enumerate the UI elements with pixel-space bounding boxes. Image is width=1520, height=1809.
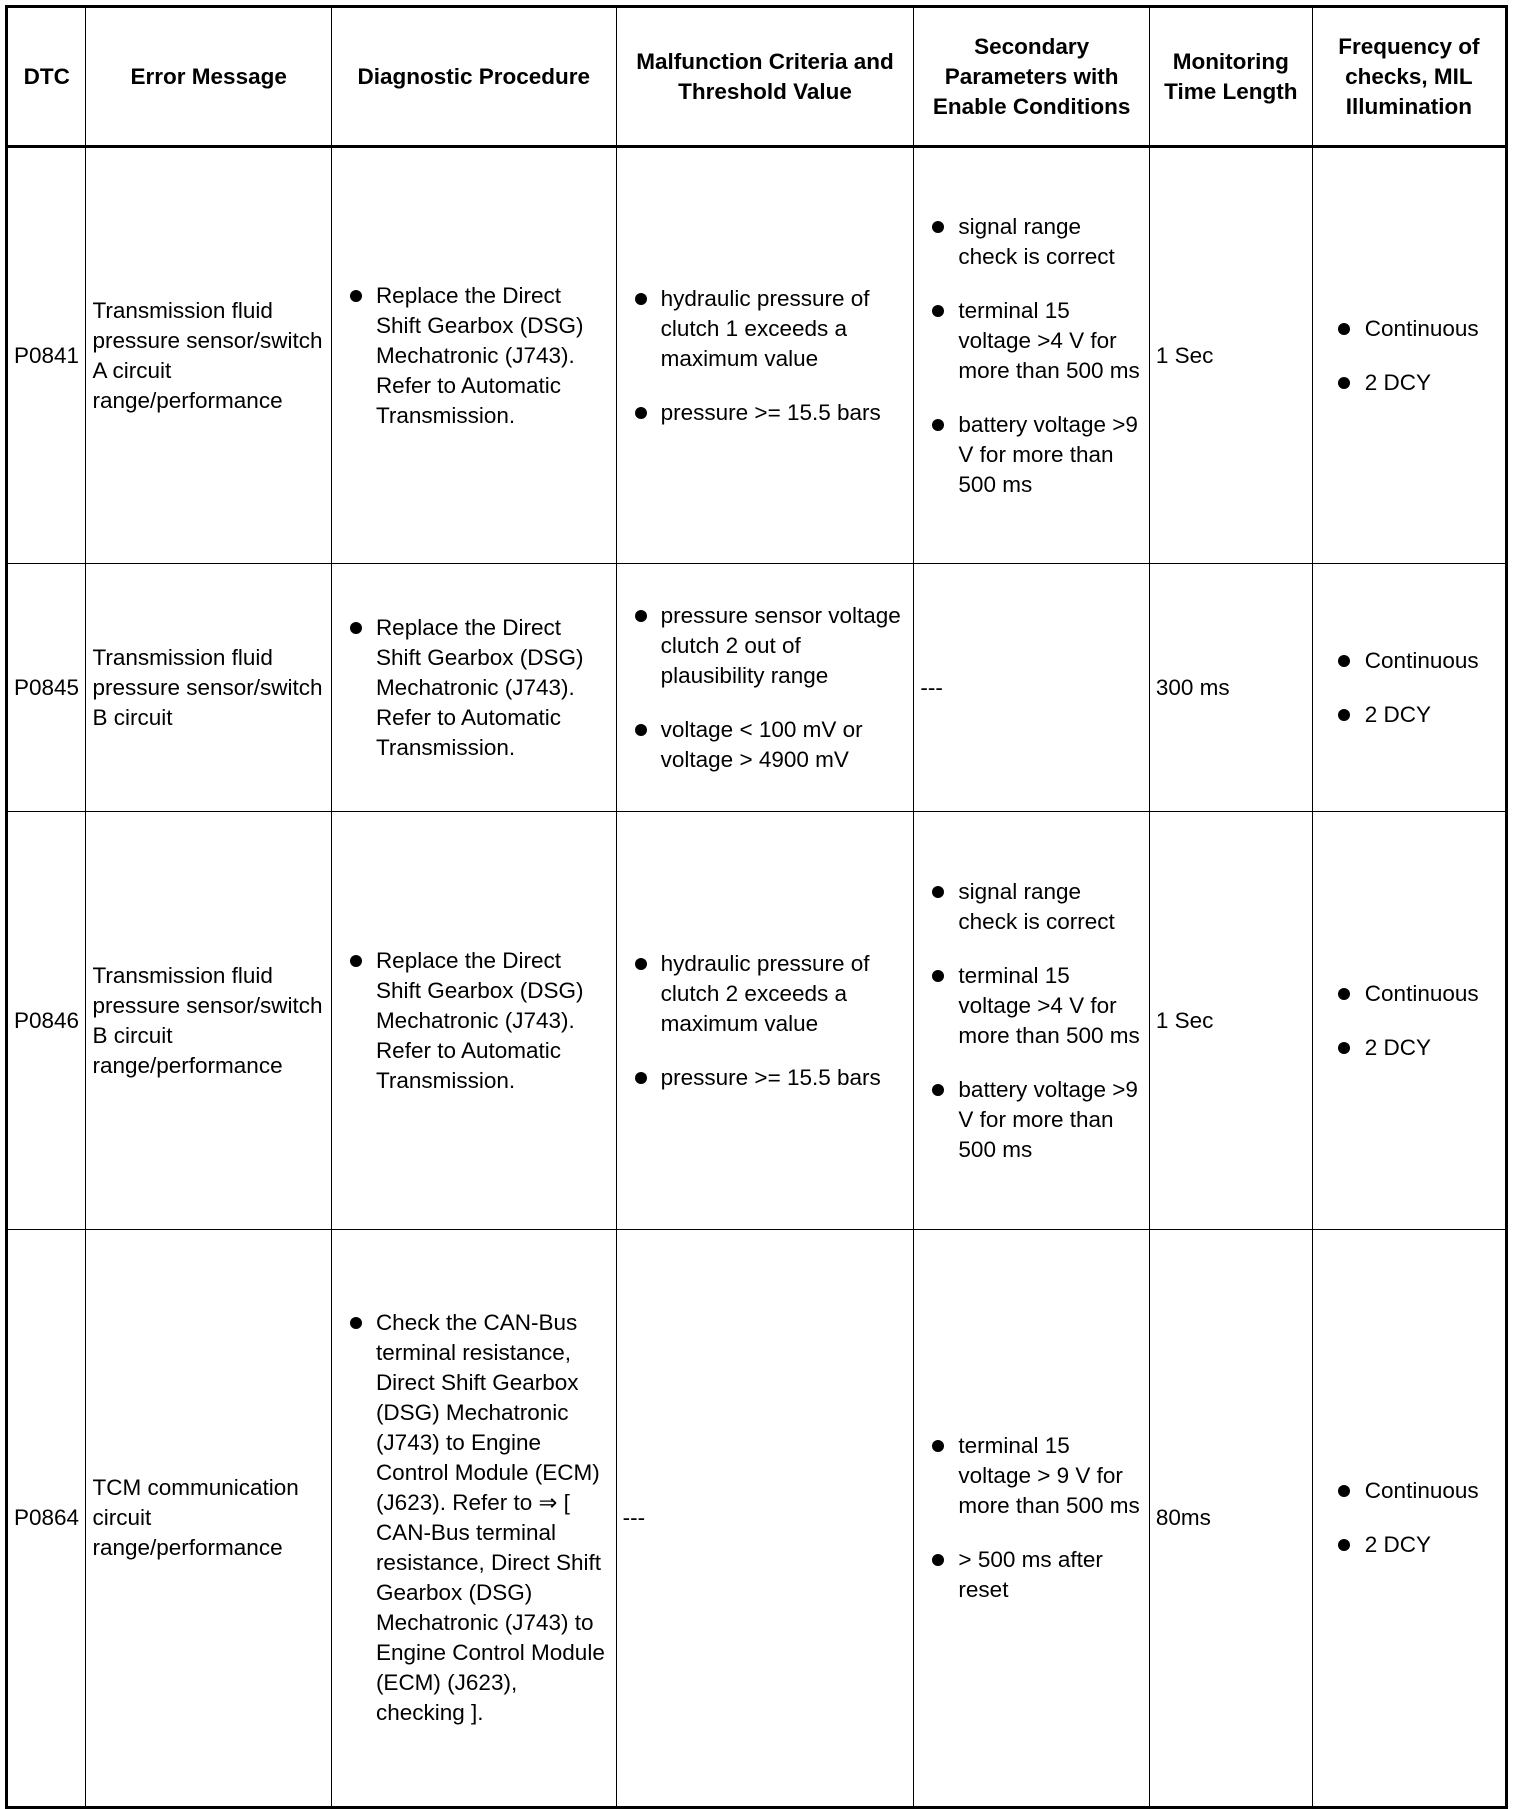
header-dtc: DTC [7, 7, 86, 147]
table-row [7, 564, 1507, 812]
dtc-code: P0845 [7, 564, 86, 812]
monitoring-time: 300 ms [1149, 564, 1312, 812]
header-error-message: Error Message [86, 7, 331, 147]
dtc-code: P0841 [7, 147, 86, 564]
monitoring-time: 1 Sec [1149, 147, 1312, 564]
frequency-item: 2 DCY [1319, 700, 1499, 730]
criteria-item: pressure sensor voltage clutch 2 out of plausibility range [623, 601, 908, 691]
secondary-item: battery voltage >9 V for more than 500 ms [920, 410, 1142, 500]
frequency-item: Continuous [1319, 1476, 1499, 1506]
table-row [7, 147, 1507, 564]
secondary-item: signal range check is correct [920, 212, 1142, 272]
frequency-item: Continuous [1319, 646, 1499, 676]
secondary-parameters-empty: --- [914, 564, 1149, 812]
secondary-item: signal range check is correct [920, 877, 1142, 937]
diagnostic-procedure [331, 147, 616, 564]
table-row [7, 1230, 1507, 1808]
header-monitoring-time: Monitoring Time Length [1149, 7, 1312, 147]
frequency-item: 2 DCY [1319, 1033, 1499, 1063]
procedure-item: Replace the Direct Shift Gearbox (DSG) Mechatronic (J743). Refer to Automatic Transmission. [338, 613, 610, 763]
header-diagnostic-procedure: Diagnostic Procedure [331, 7, 616, 147]
header-row [7, 7, 1507, 147]
monitoring-time: 80ms [1149, 1230, 1312, 1808]
secondary-parameters [914, 812, 1149, 1230]
secondary-item: > 500 ms after reset [920, 1545, 1142, 1605]
dtc-code: P0846 [7, 812, 86, 1230]
diagnostic-procedure [331, 1230, 616, 1808]
table-header [7, 7, 1507, 147]
error-message: Transmission fluid pressure sensor/switch B circuit [86, 564, 331, 812]
frequency-item: Continuous [1319, 979, 1499, 1009]
error-message: Transmission fluid pressure sensor/switch B circuit range/performance [86, 812, 331, 1230]
table-body [7, 147, 1507, 1808]
secondary-item: terminal 15 voltage >4 V for more than 500 ms [920, 296, 1142, 386]
secondary-item: terminal 15 voltage >4 V for more than 500 ms [920, 961, 1142, 1051]
diagnostic-procedure [331, 812, 616, 1230]
malfunction-criteria [616, 812, 914, 1230]
diagnostic-procedure [331, 564, 616, 812]
malfunction-criteria [616, 564, 914, 812]
frequency [1312, 564, 1506, 812]
procedure-item: Replace the Direct Shift Gearbox (DSG) Mechatronic (J743). Refer to Automatic Transmission. [338, 946, 610, 1096]
frequency [1312, 147, 1506, 564]
table-row [7, 812, 1507, 1230]
frequency-item: Continuous [1319, 314, 1499, 344]
criteria-item: hydraulic pressure of clutch 2 exceeds a maximum value [623, 949, 908, 1039]
malfunction-criteria [616, 147, 914, 564]
dtc-code: P0864 [7, 1230, 86, 1808]
header-malfunction-criteria: Malfunction Criteria and Threshold Value [616, 7, 914, 147]
frequency [1312, 1230, 1506, 1808]
monitoring-time: 1 Sec [1149, 812, 1312, 1230]
malfunction-criteria-empty: --- [616, 1230, 914, 1808]
secondary-item: terminal 15 voltage > 9 V for more than 500 ms [920, 1431, 1142, 1521]
frequency [1312, 812, 1506, 1230]
secondary-item: battery voltage >9 V for more than 500 ms [920, 1075, 1142, 1165]
header-frequency: Frequency of checks, MIL Illumination [1312, 7, 1506, 147]
criteria-item: voltage < 100 mV or voltage > 4900 mV [623, 715, 908, 775]
header-secondary-parameters: Secondary Parameters with Enable Conditions [914, 7, 1149, 147]
secondary-parameters [914, 147, 1149, 564]
frequency-item: 2 DCY [1319, 1530, 1499, 1560]
procedure-item: Check the CAN-Bus terminal resistance, Direct Shift Gearbox (DSG) Mechatronic (J743) to Engine Control Module (ECM) (J623). Refer to ⇒ [ CAN-Bus terminal resistance, Direct Shift Gearbox (DSG) Mechatronic (J743) to Engine Control Module (ECM) (J623), checking ]. [338, 1308, 610, 1728]
error-message: Transmission fluid pressure sensor/switch A circuit range/performance [86, 147, 331, 564]
criteria-item: pressure >= 15.5 bars [623, 398, 908, 428]
criteria-item: pressure >= 15.5 bars [623, 1063, 908, 1093]
dtc-table [5, 5, 1508, 1809]
secondary-parameters [914, 1230, 1149, 1808]
error-message: TCM communication circuit range/performance [86, 1230, 331, 1808]
criteria-item: hydraulic pressure of clutch 1 exceeds a maximum value [623, 284, 908, 374]
frequency-item: 2 DCY [1319, 368, 1499, 398]
procedure-item: Replace the Direct Shift Gearbox (DSG) Mechatronic (J743). Refer to Automatic Transmission. [338, 281, 610, 431]
